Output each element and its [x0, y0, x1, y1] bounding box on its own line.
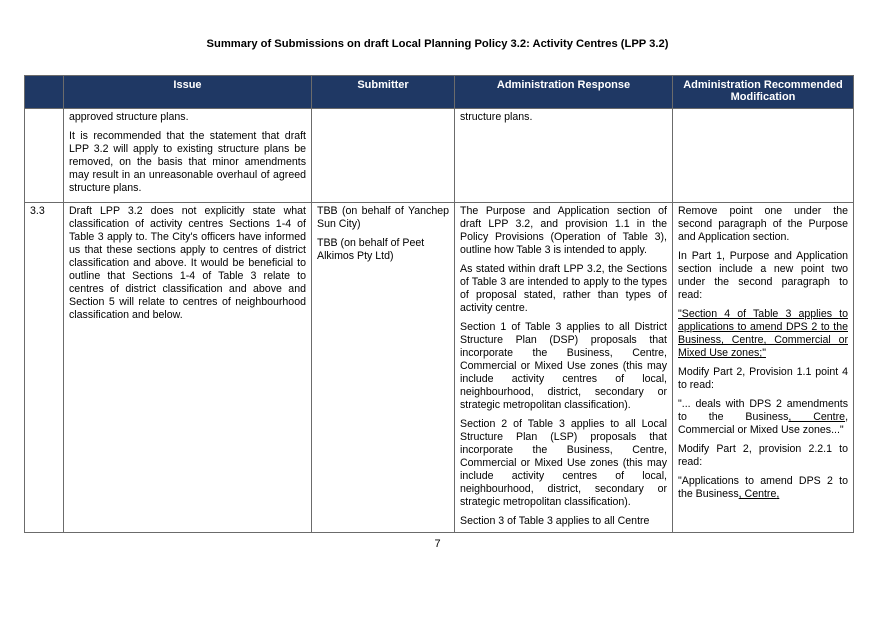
- header-issue: Issue: [64, 76, 312, 109]
- header-number: [25, 76, 64, 109]
- modification-text: , Commercial or Mixed Use zones...": [678, 411, 849, 436]
- response-paragraph: As stated within draft LPP 3.2, the Sections of Table 3 are intended to apply to the types of proposal stated, rather than types of activity centre.: [460, 263, 667, 314]
- modification-paragraph: [678, 398, 848, 437]
- submitter-cell: [312, 203, 455, 533]
- row-number: [25, 109, 64, 203]
- issue-cell: [64, 203, 312, 533]
- modification-paragraph: Modify Part 2, provision 2.2.1 to read:: [678, 443, 848, 468]
- header-submitter: Submitter: [312, 76, 455, 109]
- submitter-entry: TBB (on behalf of Yanchep Sun City): [317, 205, 449, 230]
- response-paragraph: Section 2 of Table 3 applies to all Local Structure Plan (LSP) proposals that incorporate the Business, Centre, Commercial or Mixed Use zones (this may include activity centres of local, neighbourhood, district, secondary or strategic metropolitan classification).: [460, 418, 667, 508]
- modification-underlined-text: , Centre: [738, 488, 777, 500]
- response-paragraph: Section 1 of Table 3 applies to all District Structure Plan (DSP) proposals that incorporate the Business, Centre, Commercial or Mixed Use zones (this may include activity centres of local, neighbourhood, district, secondary or strategic metropolitan classification).: [460, 321, 667, 411]
- header-response: Administration Response: [455, 76, 673, 109]
- issue-paragraph: It is recommended that the statement that draft LPP 3.2 will apply to existing structure plans be removed, on the basis that minor amendments may result in an unreasonable overhaul of agreed structure plans.: [69, 130, 306, 194]
- submissions-table: [24, 75, 854, 533]
- table-header-row: [25, 76, 854, 109]
- modification-cell: [673, 109, 854, 203]
- modification-paragraph: Remove point one under the second paragraph of the Purpose and Application section.: [678, 205, 848, 243]
- modification-underlined-text: , Centre: [788, 411, 846, 423]
- document-title: Summary of Submissions on draft Local Planning Policy 3.2: Activity Centres (LPP 3.2): [206, 38, 669, 50]
- response-paragraph: The Purpose and Application section of draft LPP 3.2, and provision 1.1 in the Policy Provisions (Operation of Table 3), outline how Table 3 is intended to apply.: [460, 205, 667, 256]
- modification-paragraph: [678, 475, 848, 501]
- modification-text: "... deals with DPS 2 amendments to the Business: [678, 398, 848, 423]
- modification-cell: [673, 203, 854, 533]
- issue-paragraph: Draft LPP 3.2 does not explicitly state what classification of activity centres Sections 1-4 of Table 3 apply to. The City's officers have informed us that these sections apply to centres of district classification and above. It would be beneficial to outline that Sections 1-4 of Table 3 relate to centres of district classification and above and Section 5 will relate to centres of neighbourhood classification and below.: [69, 205, 306, 321]
- response-cell: [455, 203, 673, 533]
- modification-underlined-text: ,: [776, 488, 780, 500]
- response-paragraph: structure plans.: [460, 111, 533, 123]
- issue-cell: [64, 109, 312, 203]
- modification-paragraph: Modify Part 2, Provision 1.1 point 4 to read:: [678, 366, 848, 391]
- table-row: [25, 109, 854, 203]
- modification-paragraph: "Section 4 of Table 3 applies to applications to amend DPS 2 to the Business, Centre, Commercial or Mixed Use zones;": [678, 308, 848, 359]
- modification-text: "Applications to amend DPS 2 to the Business: [678, 475, 848, 500]
- submitter-entry: TBB (on behalf of Peet Alkimos Pty Ltd): [317, 237, 425, 262]
- response-paragraph: Section 3 of Table 3 applies to all Centre: [460, 515, 650, 527]
- submitter-cell: [312, 109, 455, 203]
- header-modification: Administration Recommended Modification: [673, 76, 854, 109]
- issue-paragraph: approved structure plans.: [69, 111, 189, 123]
- row-number: 3.3: [25, 203, 64, 533]
- table-row: [25, 203, 854, 533]
- page-number: 7: [434, 538, 441, 550]
- modification-paragraph: In Part 1, Purpose and Application section include a new point two under the second paragraph to read:: [678, 250, 848, 301]
- response-cell: [455, 109, 673, 203]
